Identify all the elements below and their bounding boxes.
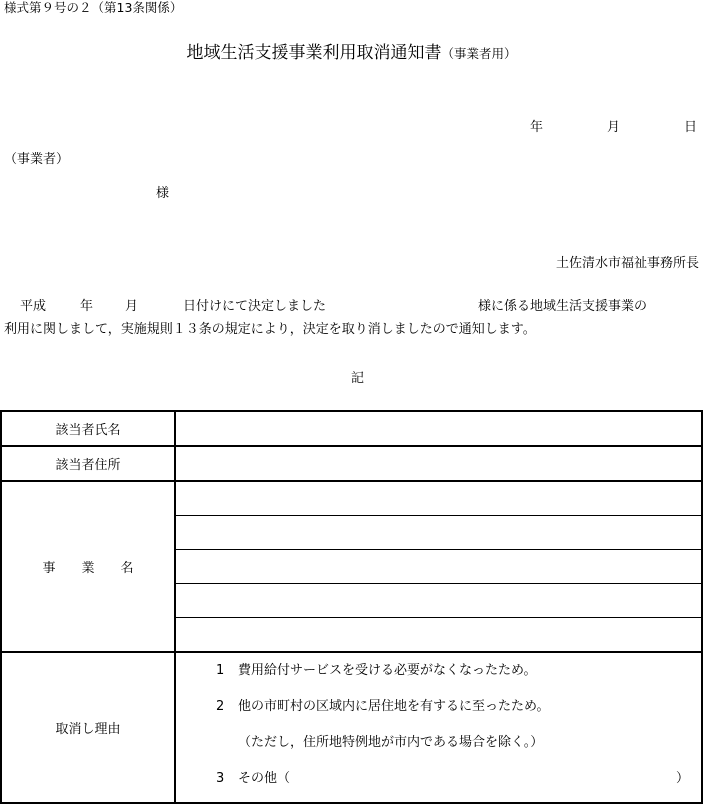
body-month: 月 [125,299,139,314]
reason-label: 取消し理由 [1,652,175,803]
reason-number: 3 [216,771,225,786]
title-main: 地域生活支援事業利用取消通知書 [186,43,442,63]
date-year-label: 年 [530,120,544,135]
business-field-5[interactable] [175,618,702,653]
body-year: 年 [80,299,94,314]
business-label: 事 業 名 [1,481,175,652]
reason-list [175,652,702,803]
business-field-3[interactable] [175,550,702,584]
reason-row [1,652,702,803]
reason-note: （ただし，住所地特例地が市内である場合を除く。） [238,735,544,750]
reason-text: その他（ [238,771,291,786]
reason-item-1[interactable] [216,653,701,689]
business-field-2[interactable] [175,516,702,550]
reason-item-3[interactable] [216,761,701,797]
reason-number: 1 [216,663,225,678]
name-field[interactable] [175,411,702,446]
address-row [1,446,702,481]
business-field-4[interactable] [175,584,702,618]
body-date-phrase: 日付けにて決定しました [183,299,327,314]
recipient-label: （事業者） [4,152,70,167]
business-row [1,481,702,516]
reason-text: 他の市町村の区域内に居住地を有するに至ったため。 [238,699,550,714]
form-number: 様式第９号の２（第13条関係） [4,0,183,15]
sender-name: 土佐清水市福祉事務所長 [555,256,699,271]
address-field[interactable] [175,446,702,481]
date-month-label: 月 [607,120,621,135]
detail-table [0,410,703,804]
reason-number: 2 [216,699,225,714]
body-era: 平成 [20,299,47,314]
date-day-label: 日 [684,120,698,135]
reason-item-2[interactable] [216,689,701,725]
body-line-2: 利用に関しまして，実施規則１３条の規定により，決定を取り消しましたので通知します。 [4,322,536,337]
document-title [0,45,703,62]
title-suffix: （事業者用） [441,46,517,61]
recipient-honorific: 様 [156,186,170,201]
address-label: 該当者住所 [1,446,175,481]
body-sama-phrase: 様に係る地域生活支援事業の [478,299,648,314]
reason-close-paren: ） [675,771,689,786]
name-row [1,411,702,446]
name-label: 該当者氏名 [1,411,175,446]
ki-heading: 記 [351,371,365,386]
business-field-1[interactable] [175,481,702,516]
reason-text: 費用給付サービスを受ける必要がなくなったため。 [238,663,537,678]
